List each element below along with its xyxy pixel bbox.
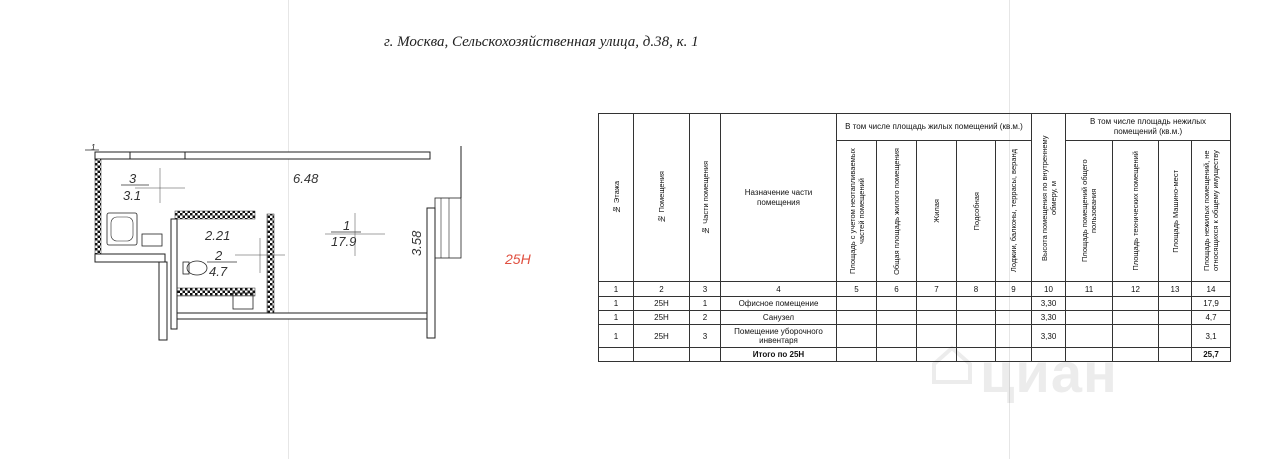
room2-area: 4.7 [209, 264, 228, 279]
cell-part: 1 [690, 297, 721, 311]
cell-floor: 1 [599, 325, 634, 348]
partition-wall [171, 219, 177, 329]
col-number: 14 [1192, 282, 1231, 297]
right-wall [427, 208, 435, 338]
cell-purpose: Помещение уборочного инвентаря [721, 325, 837, 348]
bathtub-inner [111, 217, 133, 241]
col-number: 1 [599, 282, 634, 297]
bathroom-wall-right [267, 214, 274, 314]
header-cell: № Этажа [599, 114, 634, 282]
col-number: 8 [957, 282, 996, 297]
lower-wall [95, 254, 165, 262]
total-value: 25,7 [1192, 348, 1231, 362]
cell-purpose: Санузел [721, 311, 837, 325]
header-cell: Жилая [917, 141, 957, 282]
cell-area: 3,1 [1192, 325, 1231, 348]
cell-premise: 25Н [634, 297, 690, 311]
room3-number: 3 [129, 171, 137, 186]
room1-area: 17.9 [331, 234, 357, 249]
bathroom-wall-bottom [175, 288, 255, 296]
cell-floor: 1 [599, 297, 634, 311]
cell-floor: 1 [599, 311, 634, 325]
explication-table [598, 113, 1231, 362]
header-cell: Высота помещения по внутреннему обмеру, м [1032, 114, 1066, 282]
col-number: 9 [996, 282, 1032, 297]
header-cell: Площадь помещений общего пользования [1066, 141, 1113, 282]
table-row [599, 297, 1231, 311]
cell-premise: 25Н [634, 325, 690, 348]
watermark-house-icon [930, 342, 974, 386]
room2-dimension: 2.21 [205, 228, 231, 243]
table-row [599, 325, 1231, 348]
header-group-living: В том числе площадь жилых помещений (кв.м.) [837, 114, 1032, 141]
bathtub-icon [107, 213, 137, 245]
col-number: 6 [877, 282, 917, 297]
header-cell: Общая площадь жилого помещения [877, 141, 917, 282]
col-number: 7 [917, 282, 957, 297]
toilet-icon [187, 261, 207, 275]
header-cell: Площадь Машино-мест [1159, 141, 1192, 282]
cell-area: 17,9 [1192, 297, 1231, 311]
column-numbers-row [599, 282, 1231, 297]
toilet-tank [183, 262, 189, 274]
watermark: циан [980, 341, 1118, 404]
table-header-row [599, 114, 1231, 141]
cell-premise: 25Н [634, 311, 690, 325]
cell-part: 3 [690, 325, 721, 348]
cell-purpose: Офисное помещение [721, 297, 837, 311]
header-cell: № Части помещения [690, 114, 721, 282]
cell-area: 4,7 [1192, 311, 1231, 325]
lower-left-wall [159, 262, 167, 340]
bathroom-wall-top [175, 211, 255, 219]
cell-part: 2 [690, 311, 721, 325]
header-cell: № Помещения [634, 114, 690, 282]
address-title: г. Москва, Сельскохозяйственная улица, д.38, к. 1 [384, 34, 699, 50]
col-number: 3 [690, 282, 721, 297]
floor-plan [85, 138, 575, 343]
col-number: 5 [837, 282, 877, 297]
total-label: Итого по 25Н [721, 348, 837, 362]
room1-dimension-vertical: 3.58 [409, 230, 424, 256]
plan-marker: 1 [91, 143, 96, 152]
header-cell: Подсобная [957, 141, 996, 282]
total-row [599, 348, 1231, 362]
room3-area: 3.1 [123, 188, 142, 203]
cell-height: 3,30 [1032, 311, 1066, 325]
room2-number: 2 [215, 248, 223, 263]
left-wall [95, 159, 101, 254]
header-cell: Лоджии, балконы, террасы, веранд [996, 141, 1032, 282]
bottom-wall [177, 313, 427, 319]
header-cell: Площадь технических помещений [1113, 141, 1159, 282]
sink-icon [142, 234, 162, 246]
col-number: 13 [1159, 282, 1192, 297]
unit-label: 25Н [505, 251, 531, 267]
header-group-nonliving: В том числе площадь нежилых помещений (кв.м.) [1066, 114, 1231, 141]
col-number: 2 [634, 282, 690, 297]
col-number: 4 [721, 282, 837, 297]
col-number: 12 [1113, 282, 1159, 297]
header-cell: Площадь нежилых помещений, не относящихся к общему имуществу [1192, 141, 1231, 282]
table-row [599, 311, 1231, 325]
room1-dimension: 6.48 [293, 171, 319, 186]
col-number: 11 [1066, 282, 1113, 297]
window [435, 198, 461, 258]
room1-number: 1 [343, 218, 351, 233]
header-cell: Назначение части помещения [721, 114, 837, 282]
col-number: 10 [1032, 282, 1066, 297]
header-cell: Площадь с учетом неотапливаемых частей помещений [837, 141, 877, 282]
cell-height: 3,30 [1032, 297, 1066, 311]
cell-height: 3,30 [1032, 325, 1066, 348]
top-wall [95, 152, 430, 159]
